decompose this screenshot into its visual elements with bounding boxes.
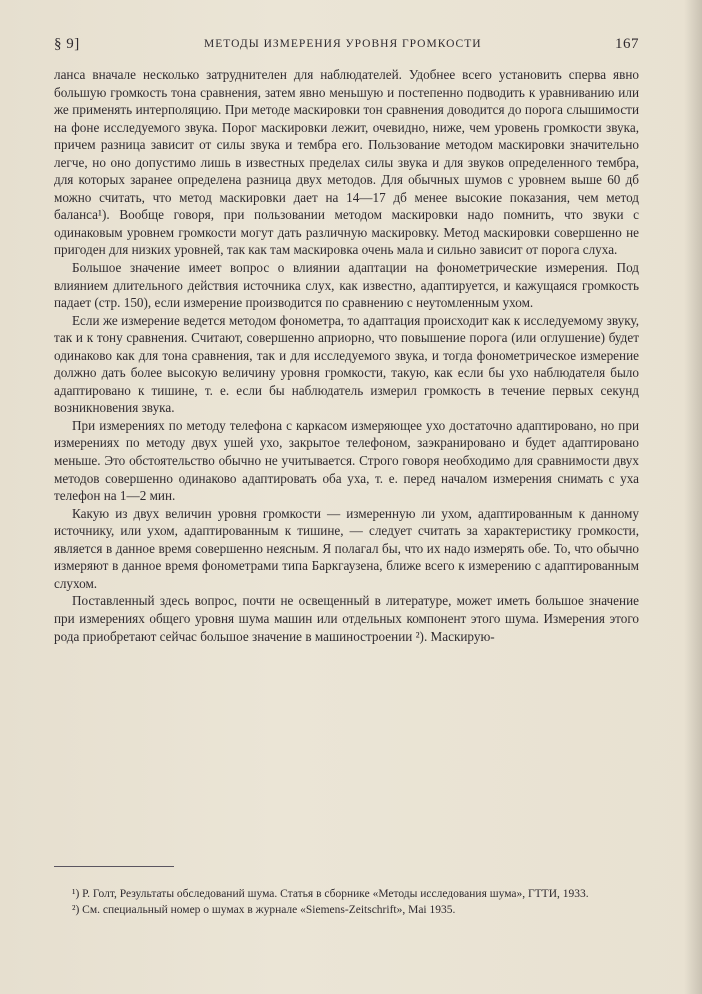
- paragraph-two-values: Какую из двух величин уровня громкости — измеренную ли ухом, адаптированным к данному источнику, или ухом, адаптированным к тишине, — следует считать за характеристику громкости, является в данное время совершенно неясным. Я полагал бы, что их надо измерять обе. То, что обычно измеряют в данное время фонометрами типа Баркгаузена, ближе всего к измерению с адаптированным слухом.: [54, 505, 639, 591]
- paragraph-adaptation: Большое значение имеет вопрос о влиянии адаптации на фонометрические измерения. Под влиянием длительного действия источника слух, как известно, адаптируется, и кажущаяся громкость падает (стр. 150), если измерение производится по сравнению с неутомленным ухом.: [54, 260, 639, 311]
- footnote-1: ¹) Р. Голт, Результаты обследований шума. Статья в сборнике «Методы исследования шума», ГТТИ, 1933.: [72, 888, 589, 900]
- section-marker: § 9]: [54, 36, 80, 52]
- paragraph-machinery: Поставленный здесь вопрос, почти не освещенный в литературе, может иметь большое значение при измерениях общего уровня шума машин или отдельных компонент этого шума. Измерения этого рода приобретают сейчас большое значение в машиностроении ²). Маскирую-: [54, 593, 639, 644]
- footnote-2: ²) См. специальный номер о шумах в журнале «Siemens-Zeitschrift», Mai 1935.: [72, 904, 456, 916]
- body-text: [54, 66, 639, 645]
- page-number: 167: [615, 36, 639, 52]
- running-title: МЕТОДЫ ИЗМЕРЕНИЯ УРОВНЯ ГРОМКОСТИ: [204, 38, 482, 50]
- paragraph-phonometer: Если же измерение ведется методом фонометра, то адаптация происходит как к исследуемому звуку, так и к тону сравнения. Считают, совершенно априорно, что повышение порога (или оглушение) будет одинаково как для тона сравнения, так и для исследуемого звука, и тогда фонометрическое измерение должно дать более высокую величину уровня громкости, такую, как если бы ухо наблюдателя было адаптировано к тишине, т. е. если бы наблюдатель измерил громкость в течение первых секунд возникновения звука.: [54, 312, 639, 416]
- paragraph-telephone: При измерениях по методу телефона с каркасом измеряющее ухо достаточно адаптировано, но при измерениях по методу двух ушей ухо, закрытое телефоном, заэкранировано и будет адаптировано меньше. Это обстоятельство обычно не учитывается. Строго говоря необходимо для сравнимости двух методов совершенно одинаково адаптировать оба уха, т. е. перед началом измерения снимать с уха телефон на 1—2 мин.: [54, 417, 639, 504]
- footnotes: [54, 886, 639, 918]
- footnote-divider: [54, 866, 174, 867]
- running-header: [54, 36, 639, 56]
- paragraph-continuation: ланса вначале несколько затруднителен для наблюдателей. Удобнее всего установить сперва явно большую громкость тона сравнения, затем явно меньшую и постепенно подводить к уравниванию или же применять интерполяцию. При методе маскировки тон сравнения доводится до порога слышимости на фоне исследуемого звука. Порог маскировки лежит, очевидно, ниже, чем уровень громкости звука, причем разница зависит от силы звука и тембра его. Пользование методом маскировки значительно легче, но оно допустимо лишь в известных пределах силы звука и для звуков определенного тембра, для которых заранее определена разница двух методов. Для обычных шумов с уровнем выше 60 дб можно считать, что метод маскировки дает на 14—17 дб менее высокие показания, чем метод баланса¹). Вообще говоря, при пользовании методом маскировки надо помнить, что звуки с одинаковым уровнем громкости могут дать различную маскировку. Метод маскировки совершенно не пригоден для низких уровней, так как там маскировка очень мала и сильно зависит от порога слуха.: [54, 67, 639, 258]
